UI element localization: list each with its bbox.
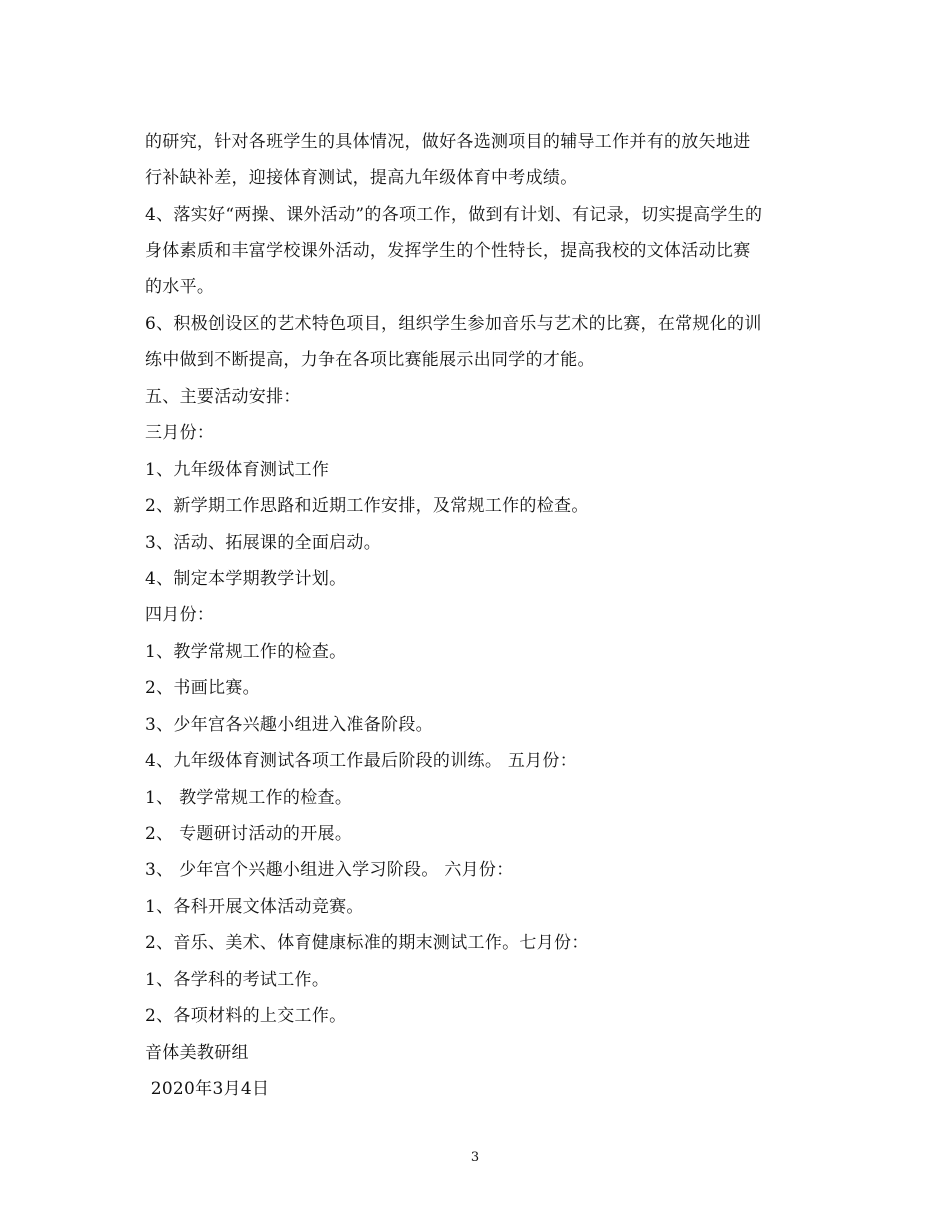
- list-item: 4、九年级体育测试各项工作最后阶段的训练。 五月份：: [145, 751, 578, 771]
- list-item: 2、 专题研讨活动的开展。: [145, 824, 353, 844]
- text-line: 的研究，针对各班学生的具体情况，做好各选测项目的辅导工作并有的放矢地进: [145, 132, 751, 152]
- text-line: 行补缺补差，迎接体育测试，提高九年级体育中考成绩。: [145, 168, 578, 188]
- list-item: 3、 少年宫个兴趣小组进入学习阶段。 六月份：: [145, 860, 514, 880]
- text-line: 的水平。: [145, 277, 215, 297]
- text-line: 练中做到不断提高，力争在各项比赛能展示出同学的才能。: [145, 350, 595, 370]
- list-item: 3、活动、拓展课的全面启动。: [145, 533, 382, 553]
- month-heading: 三月份：: [145, 423, 215, 443]
- text-line: 身体素质和丰富学校课外活动，发挥学生的个性特长，提高我校的文体活动比赛: [145, 241, 751, 261]
- text-line: 6、积极创设区的艺术特色项目，组织学生参加音乐与艺术的比赛，在常规化的训: [145, 314, 762, 334]
- section-heading: 五、主要活动安排：: [145, 387, 301, 407]
- list-item: 2、各项材料的上交工作。: [145, 1006, 347, 1026]
- page-number: 3: [470, 1150, 480, 1165]
- signature-org: 音体美教研组: [145, 1043, 249, 1063]
- list-item: 1、各学科的考试工作。: [145, 970, 330, 990]
- list-item: 4、制定本学期教学计划。: [145, 569, 347, 589]
- month-heading: 四月份：: [145, 605, 215, 625]
- list-item: 3、少年宫各兴趣小组进入准备阶段。: [145, 715, 433, 735]
- list-item: 1、九年级体育测试工作: [145, 460, 330, 480]
- list-item: 1、各科开展文体活动竞赛。: [145, 897, 364, 917]
- text-line: 4、落实好“两操、课外活动”的各项工作，做到有计划、有记录，切实提高学生的: [145, 205, 763, 225]
- list-item: 1、 教学常规工作的检查。: [145, 788, 353, 808]
- list-item: 2、新学期工作思路和近期工作安排，及常规工作的检查。: [145, 496, 589, 516]
- list-item: 1、教学常规工作的检查。: [145, 642, 347, 662]
- list-item: 2、音乐、美术、体育健康标准的期末测试工作。七月份：: [145, 933, 589, 953]
- list-item: 2、书画比赛。: [145, 678, 260, 698]
- signature-date: 2020年3月4日: [145, 1079, 270, 1099]
